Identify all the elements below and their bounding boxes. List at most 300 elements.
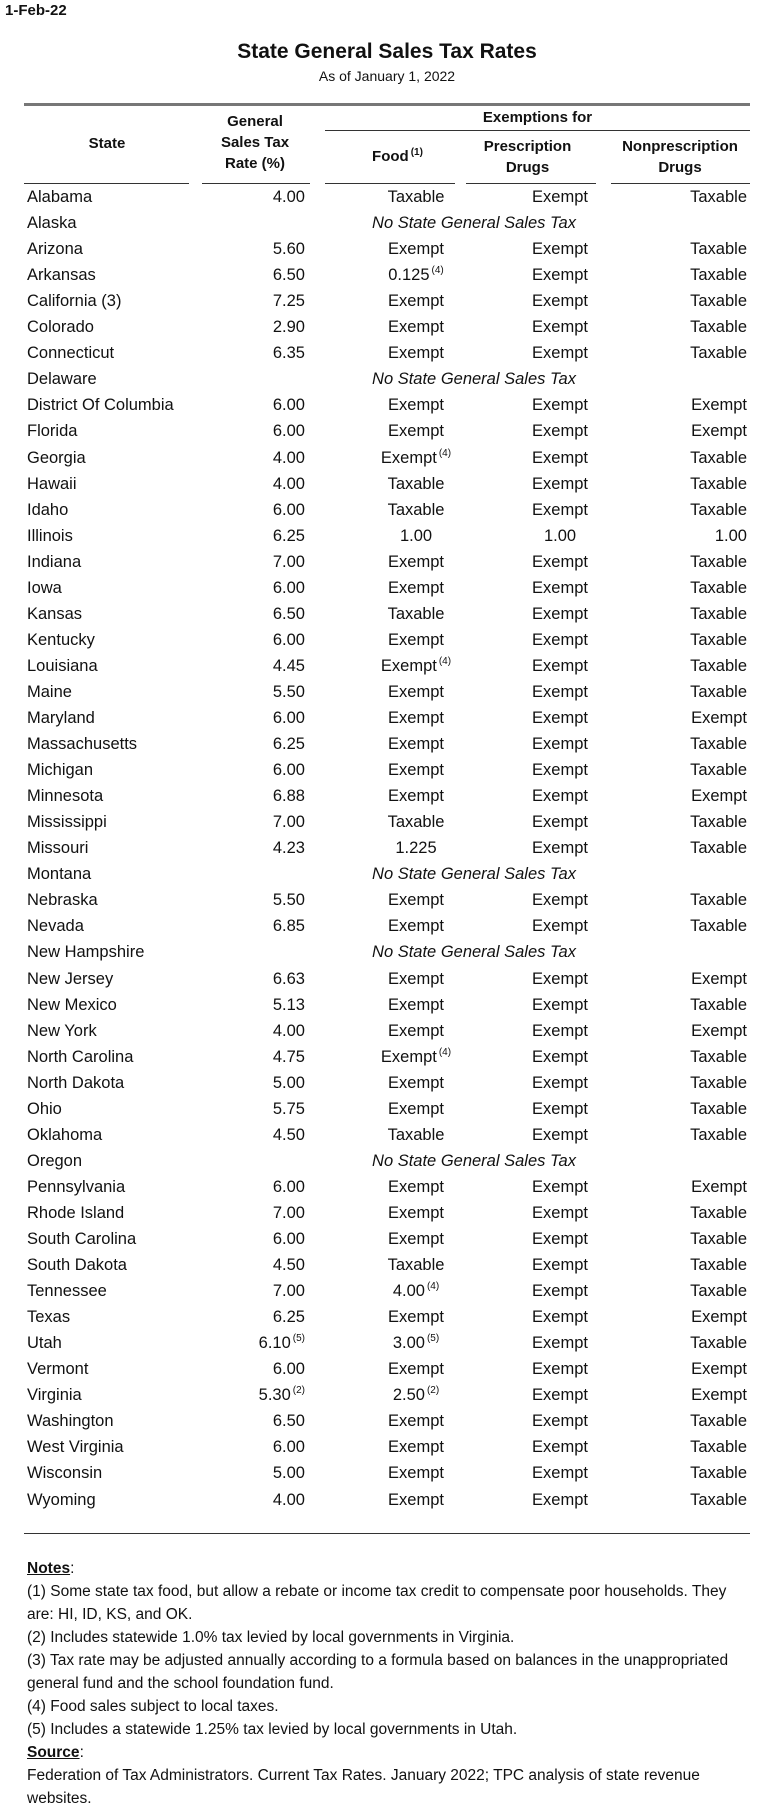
rx-cell: Exempt: [532, 995, 588, 1014]
rx-cell: Exempt: [532, 656, 588, 675]
rx-cell: Exempt: [532, 448, 588, 467]
food-cell: 0.125 $^{(4)}$: [388, 265, 444, 285]
food-cell: Taxable: [387, 1125, 445, 1144]
state-cell: Illinois: [27, 526, 73, 545]
state-cell: Arizona: [27, 240, 83, 259]
table-row: [0, 1044, 774, 1070]
rx-cell: Exempt: [532, 578, 588, 597]
food-cell: Exempt: [388, 761, 444, 780]
header-nrx: Nonprescription Drugs: [622, 138, 738, 176]
state-cell: Iowa: [27, 578, 62, 597]
rate-cell: 5.30 $^{(2)}$: [258, 1385, 305, 1405]
table-row: [0, 1408, 774, 1434]
state-cell: North Carolina: [27, 1047, 134, 1066]
nrx-cell: Taxable: [690, 839, 747, 858]
state-cell: Missouri: [27, 839, 89, 858]
rate-cell: 6.10 $^{(5)}$: [258, 1333, 305, 1353]
table-row: [0, 887, 774, 913]
state-cell: South Carolina: [27, 1230, 137, 1248]
food-cell: Exempt: [388, 422, 444, 441]
rx-cell: Exempt: [532, 1073, 588, 1092]
rx-cell: Exempt: [532, 1490, 588, 1509]
table-row: [0, 523, 774, 549]
food-cell: Exempt: [388, 1203, 444, 1222]
rate-cell: 5.50: [272, 891, 305, 910]
rx-cell: Exempt: [532, 318, 588, 337]
nrx-cell: Taxable: [690, 761, 747, 780]
nrx-cell: Exempt: [691, 1021, 747, 1040]
table-row: [0, 497, 774, 523]
rx-cell: Exempt: [532, 1203, 588, 1222]
food-cell: Exempt: [388, 735, 444, 754]
rx-cell: Exempt: [532, 891, 588, 910]
nrx-cell: Taxable: [690, 1125, 747, 1144]
state-cell: Florida: [27, 422, 78, 441]
food-cell: Exempt: [388, 318, 444, 337]
state-cell: Kansas: [27, 604, 83, 623]
nrx-cell: Taxable: [690, 1230, 747, 1248]
table-row: [0, 1174, 774, 1200]
nrx-cell: Taxable: [690, 240, 747, 259]
notes-heading: Notes:: [27, 1560, 75, 1577]
rx-cell: Exempt: [532, 240, 588, 259]
food-cell: Exempt: [388, 552, 444, 571]
rx-cell: Exempt: [532, 396, 588, 415]
table-row: [0, 1356, 774, 1382]
table-row: [0, 288, 774, 314]
food-cell: Exempt: [388, 1177, 444, 1196]
table-row: [0, 1200, 774, 1226]
food-cell: Exempt: [388, 1308, 444, 1327]
food-cell: Taxable: [387, 474, 445, 493]
state-cell: Rhode Island: [27, 1203, 125, 1222]
note-2: (2) Includes statewide 1.0% tax levied by local governments in Virginia.: [27, 1629, 515, 1646]
rate-cell: 4.00: [272, 474, 305, 493]
rx-cell: Exempt: [532, 266, 588, 285]
page-title: State General Sales Tax Rates: [237, 40, 537, 63]
state-cell: Vermont: [27, 1360, 89, 1379]
nrx-cell: Taxable: [690, 1464, 747, 1483]
table-row: [0, 1304, 774, 1330]
state-cell: Wyoming: [27, 1490, 96, 1509]
rx-cell: Exempt: [532, 917, 588, 936]
table-row: [0, 939, 774, 965]
rate-cell: 4.45: [272, 656, 305, 675]
food-cell: Exempt: [388, 1073, 444, 1092]
food-cell: Exempt: [388, 682, 444, 701]
state-cell: Nebraska: [27, 891, 98, 910]
food-footnote: (4): [438, 655, 452, 667]
rate-cell: 5.60: [272, 240, 305, 259]
rx-cell: Exempt: [532, 1125, 588, 1144]
rate-cell: 6.00: [272, 761, 305, 780]
table-row: [0, 835, 774, 861]
food-cell: Exempt: [388, 891, 444, 910]
table-row: [0, 1252, 774, 1278]
state-cell: Delaware: [27, 370, 97, 389]
food-cell: Exempt $^{(4)}$: [380, 655, 452, 675]
nrx-cell: Taxable: [690, 1099, 747, 1118]
state-cell: District Of Columbia: [27, 396, 174, 415]
note-3: (3) Tax rate may be adjusted annually according to a formula based on balances in the unappropriated general fund and the school foundation fund.: [27, 1652, 729, 1692]
state-cell: Montana: [27, 865, 92, 884]
nrx-cell: Exempt: [691, 1386, 747, 1405]
nrx-cell: Taxable: [690, 1438, 747, 1457]
food-footnote: (4): [438, 447, 452, 459]
food-cell: Exempt: [388, 240, 444, 259]
table-row: [0, 1487, 774, 1513]
food-footnote: (4): [438, 1046, 452, 1058]
table-row: [0, 1096, 774, 1122]
table-row: [0, 861, 774, 887]
rate-cell: 6.00: [272, 578, 305, 597]
food-cell: Exempt: [388, 1412, 444, 1431]
nrx-cell: Taxable: [690, 1412, 747, 1431]
rx-cell: Exempt: [532, 1047, 588, 1066]
rx-cell: Exempt: [532, 735, 588, 754]
food-cell: 3.00 $^{(5)}$: [392, 1333, 440, 1353]
state-cell: Maryland: [27, 709, 95, 727]
state-cell: Virginia: [27, 1386, 82, 1405]
rx-cell: Exempt: [532, 839, 588, 858]
rx-cell: Exempt: [532, 1256, 588, 1275]
state-cell: North Dakota: [27, 1073, 125, 1092]
table-row: [0, 418, 774, 444]
nrx-cell: Taxable: [690, 1282, 747, 1301]
rate-cell: 6.50: [272, 266, 305, 285]
rx-cell: Exempt: [532, 1334, 588, 1353]
page-subtitle: As of January 1, 2022: [318, 68, 456, 84]
nrx-cell: Exempt: [691, 1177, 747, 1196]
state-cell: Colorado: [27, 318, 94, 337]
rate-cell: 4.50: [272, 1256, 305, 1275]
food-cell: Exempt: [388, 578, 444, 597]
table-row: [0, 445, 774, 471]
nrx-cell: Taxable: [690, 917, 747, 936]
state-cell: Wisconsin: [27, 1464, 103, 1483]
rx-cell: Exempt: [532, 604, 588, 623]
state-cell: Nevada: [27, 917, 84, 936]
state-cell: Utah: [27, 1334, 62, 1353]
state-cell: Massachusetts: [27, 735, 138, 754]
rate-cell: 6.00: [272, 630, 305, 649]
nrx-cell: Exempt: [691, 787, 747, 806]
food-cell: 2.50 $^{(2)}$: [392, 1385, 440, 1405]
food-footnote: (4): [426, 1281, 440, 1293]
food-cell: Exempt $^{(4)}$: [380, 1046, 452, 1066]
table-row: [0, 809, 774, 835]
nrx-cell: Exempt: [691, 1360, 747, 1379]
nrx-cell: Taxable: [690, 735, 747, 754]
table-row: [0, 471, 774, 497]
no-tax-cell: No State General Sales Tax: [372, 1151, 576, 1170]
rx-cell: 1.00: [543, 526, 577, 545]
rx-cell: Exempt: [532, 761, 588, 780]
table-row: [0, 1122, 774, 1148]
state-cell: South Dakota: [27, 1256, 127, 1275]
rx-cell: Exempt: [532, 1177, 588, 1196]
state-cell: Minnesota: [27, 787, 104, 806]
food-cell: Exempt: [388, 787, 444, 806]
food-cell: 1.225: [395, 839, 437, 858]
nrx-cell: Taxable: [690, 682, 747, 701]
rx-cell: Exempt: [532, 1021, 588, 1040]
rate-cell: 6.00: [272, 709, 305, 727]
table-row: [0, 783, 774, 809]
note-4: (4) Food sales subject to local taxes.: [27, 1698, 279, 1715]
nrx-cell: Taxable: [690, 552, 747, 571]
food-cell: Exempt $^{(4)}$: [380, 447, 452, 467]
note-1: (1) Some state tax food, but allow a rebate or income tax credit to compensate poor households. They are: HI, ID, KS, and OK.: [27, 1583, 727, 1623]
state-cell: Ohio: [27, 1099, 62, 1118]
rx-cell: Exempt: [532, 1308, 588, 1327]
rate-cell: 7.00: [272, 1203, 305, 1222]
table-row: [0, 549, 774, 575]
nrx-cell: Taxable: [690, 1256, 747, 1275]
nrx-cell: Taxable: [690, 995, 747, 1014]
rate-cell: 5.75: [272, 1099, 305, 1118]
table-row: [0, 262, 774, 288]
rate-cell: 6.00: [272, 1360, 305, 1379]
rx-cell: Exempt: [532, 1230, 588, 1248]
rate-footnote: (2): [292, 1385, 305, 1397]
rate-cell: 5.13: [272, 995, 305, 1014]
table-row: [0, 1226, 774, 1252]
state-cell: Michigan: [27, 761, 94, 780]
rate-cell: 4.00: [272, 448, 305, 467]
rx-cell: Exempt: [532, 813, 588, 832]
state-cell: New Jersey: [27, 969, 114, 988]
rx-cell: Exempt: [532, 709, 588, 727]
state-cell: Idaho: [27, 500, 69, 519]
food-cell: 4.00 $^{(4)}$: [392, 1281, 440, 1301]
state-cell: Washington: [27, 1412, 114, 1431]
state-cell: New York: [27, 1021, 97, 1040]
rx-cell: Exempt: [532, 1412, 588, 1431]
rx-cell: Exempt: [532, 1282, 588, 1301]
rx-cell: Exempt: [532, 422, 588, 441]
table-row: [0, 679, 774, 705]
rate-footnote: (5): [292, 1333, 305, 1345]
table-row: [0, 966, 774, 992]
rx-cell: Exempt: [532, 500, 588, 519]
rate-cell: 4.00: [272, 1021, 305, 1040]
table-row: [0, 366, 774, 392]
source-text: Federation of Tax Administrators. Current Tax Rates. January 2022; TPC analysis of state revenue websites.: [27, 1767, 700, 1807]
rx-cell: Exempt: [532, 188, 588, 206]
food-cell: Exempt: [388, 1490, 444, 1509]
food-cell: Exempt: [388, 292, 444, 311]
food-cell: Exempt: [388, 344, 444, 363]
table-top-rule: [24, 103, 750, 106]
table-row: [0, 913, 774, 939]
rx-cell: Exempt: [532, 1386, 588, 1405]
table-row: [0, 992, 774, 1018]
nrx-cell: Taxable: [690, 1203, 747, 1222]
nrx-cell: Taxable: [690, 656, 747, 675]
food-cell: Exempt: [388, 1099, 444, 1118]
nrx-cell: Taxable: [690, 891, 747, 910]
header-exemptions: Exemptions for: [482, 109, 593, 126]
table-row: [0, 1330, 774, 1356]
state-cell: Alabama: [27, 188, 93, 206]
no-tax-cell: No State General Sales Tax: [372, 370, 576, 389]
state-cell: Georgia: [27, 448, 86, 467]
nrx-cell: Taxable: [690, 604, 747, 623]
nrx-cell: Taxable: [690, 474, 747, 493]
table-row: [0, 1460, 774, 1486]
nrx-cell: Exempt: [691, 1308, 747, 1327]
rate-cell: 5.50: [272, 682, 305, 701]
rate-cell: 6.25: [272, 1308, 305, 1327]
nrx-cell: Taxable: [690, 813, 747, 832]
rate-cell: 4.00: [272, 188, 305, 206]
food-cell: Exempt: [388, 1438, 444, 1457]
food-footnote: (2): [426, 1385, 440, 1397]
notes-section: [27, 1557, 747, 1810]
rx-cell: Exempt: [532, 1464, 588, 1483]
rate-cell: 6.50: [272, 604, 305, 623]
table-row: [0, 731, 774, 757]
rate-cell: 6.63: [272, 969, 305, 988]
rate-cell: 7.25: [272, 292, 305, 311]
rate-cell: 4.50: [272, 1125, 305, 1144]
nrx-cell: Exempt: [691, 709, 747, 727]
table-row: [0, 314, 774, 340]
state-cell: Connecticut: [27, 344, 115, 363]
rx-cell: Exempt: [532, 292, 588, 311]
state-cell: New Mexico: [27, 995, 117, 1014]
rate-cell: 7.00: [272, 1282, 305, 1301]
rate-cell: 6.50: [272, 1412, 305, 1431]
food-cell: Taxable: [387, 813, 445, 832]
nrx-cell: Taxable: [690, 318, 747, 337]
food-cell: Exempt: [388, 969, 444, 988]
table-row: [0, 392, 774, 418]
nrx-cell: Taxable: [690, 188, 747, 206]
state-cell: Kentucky: [27, 630, 95, 649]
nrx-cell: Taxable: [690, 292, 747, 311]
food-cell: Exempt: [388, 917, 444, 936]
rate-cell: 6.00: [272, 1177, 305, 1196]
table-bottom-rule: [24, 1533, 750, 1534]
nrx-cell: Exempt: [691, 422, 747, 441]
state-cell: Mississippi: [27, 813, 107, 832]
rate-cell: 7.00: [272, 552, 305, 571]
nrx-cell: Taxable: [690, 630, 747, 649]
state-cell: Alaska: [27, 214, 77, 233]
rate-cell: 4.00: [272, 1490, 305, 1509]
state-cell: Tennessee: [27, 1282, 107, 1301]
table-row: [0, 1018, 774, 1044]
header-rate: General Sales Tax Rate (%): [220, 113, 290, 172]
table-row: [0, 236, 774, 262]
table-row: [0, 653, 774, 679]
rate-cell: 6.00: [272, 396, 305, 415]
nrx-cell: Taxable: [690, 1490, 747, 1509]
nrx-cell: 1.00: [714, 526, 747, 545]
rate-cell: 4.75: [272, 1047, 305, 1066]
nrx-cell: Taxable: [690, 1334, 747, 1353]
food-cell: 1.00: [399, 526, 433, 545]
nrx-cell: Taxable: [690, 500, 747, 519]
rate-cell: 6.25: [272, 526, 305, 545]
state-cell: Oregon: [27, 1151, 83, 1170]
source-heading: Source:: [27, 1744, 84, 1761]
rate-cell: 7.00: [272, 813, 305, 832]
rate-cell: 6.00: [272, 1438, 305, 1457]
table-row: [0, 1382, 774, 1408]
nrx-cell: Taxable: [690, 344, 747, 363]
nrx-cell: Exempt: [691, 969, 747, 988]
table-row: [0, 757, 774, 783]
food-cell: Taxable: [387, 188, 445, 206]
no-tax-cell: No State General Sales Tax: [372, 214, 576, 233]
rate-cell: 6.00: [272, 500, 305, 519]
rate-cell: 6.00: [272, 422, 305, 441]
rx-cell: Exempt: [532, 787, 588, 806]
state-cell: New Hampshire: [27, 943, 145, 962]
state-cell: Pennsylvania: [27, 1177, 126, 1196]
rate-cell: 6.35: [272, 344, 305, 363]
table-row: [0, 1148, 774, 1174]
rx-cell: Exempt: [532, 969, 588, 988]
rate-cell: 2.90: [272, 318, 305, 337]
rx-cell: Exempt: [532, 1438, 588, 1457]
food-cell: Taxable: [387, 500, 445, 519]
state-cell: Indiana: [27, 552, 82, 571]
table-row: [0, 340, 774, 366]
state-cell: Maine: [27, 682, 72, 701]
food-cell: Exempt: [388, 630, 444, 649]
rx-cell: Exempt: [532, 630, 588, 649]
food-cell: Exempt: [388, 995, 444, 1014]
table-row: [0, 1434, 774, 1460]
table-row: [0, 1278, 774, 1304]
rate-cell: 6.88: [272, 787, 305, 806]
header-state: State: [88, 135, 126, 152]
state-cell: California (3): [27, 292, 122, 311]
food-cell: Exempt: [388, 1021, 444, 1040]
food-cell: Taxable: [387, 1256, 445, 1275]
food-footnote: (5): [426, 1333, 440, 1345]
state-cell: Oklahoma: [27, 1125, 103, 1144]
rate-cell: 6.25: [272, 735, 305, 754]
rx-cell: Exempt: [532, 552, 588, 571]
table-row: [0, 1070, 774, 1096]
state-cell: West Virginia: [27, 1438, 124, 1457]
table-row: [0, 575, 774, 601]
report-date: 1-Feb-22: [5, 2, 67, 19]
rate-cell: 5.00: [272, 1073, 305, 1092]
exemptions-rule: [325, 130, 750, 131]
rate-cell: 6.00: [272, 1230, 305, 1248]
rate-cell: 5.00: [272, 1464, 305, 1483]
rx-cell: Exempt: [532, 344, 588, 363]
rate-cell: 4.23: [272, 839, 305, 858]
nrx-cell: Taxable: [690, 448, 747, 467]
food-cell: Exempt: [388, 709, 444, 727]
table-row: [0, 210, 774, 236]
nrx-cell: Taxable: [690, 578, 747, 597]
no-tax-cell: No State General Sales Tax: [372, 943, 576, 962]
food-cell: Exempt: [388, 396, 444, 415]
state-cell: Hawaii: [27, 474, 77, 493]
state-cell: Louisiana: [27, 656, 98, 675]
rx-cell: Exempt: [532, 682, 588, 701]
rx-cell: Exempt: [532, 1360, 588, 1379]
food-cell: Taxable: [387, 604, 445, 623]
